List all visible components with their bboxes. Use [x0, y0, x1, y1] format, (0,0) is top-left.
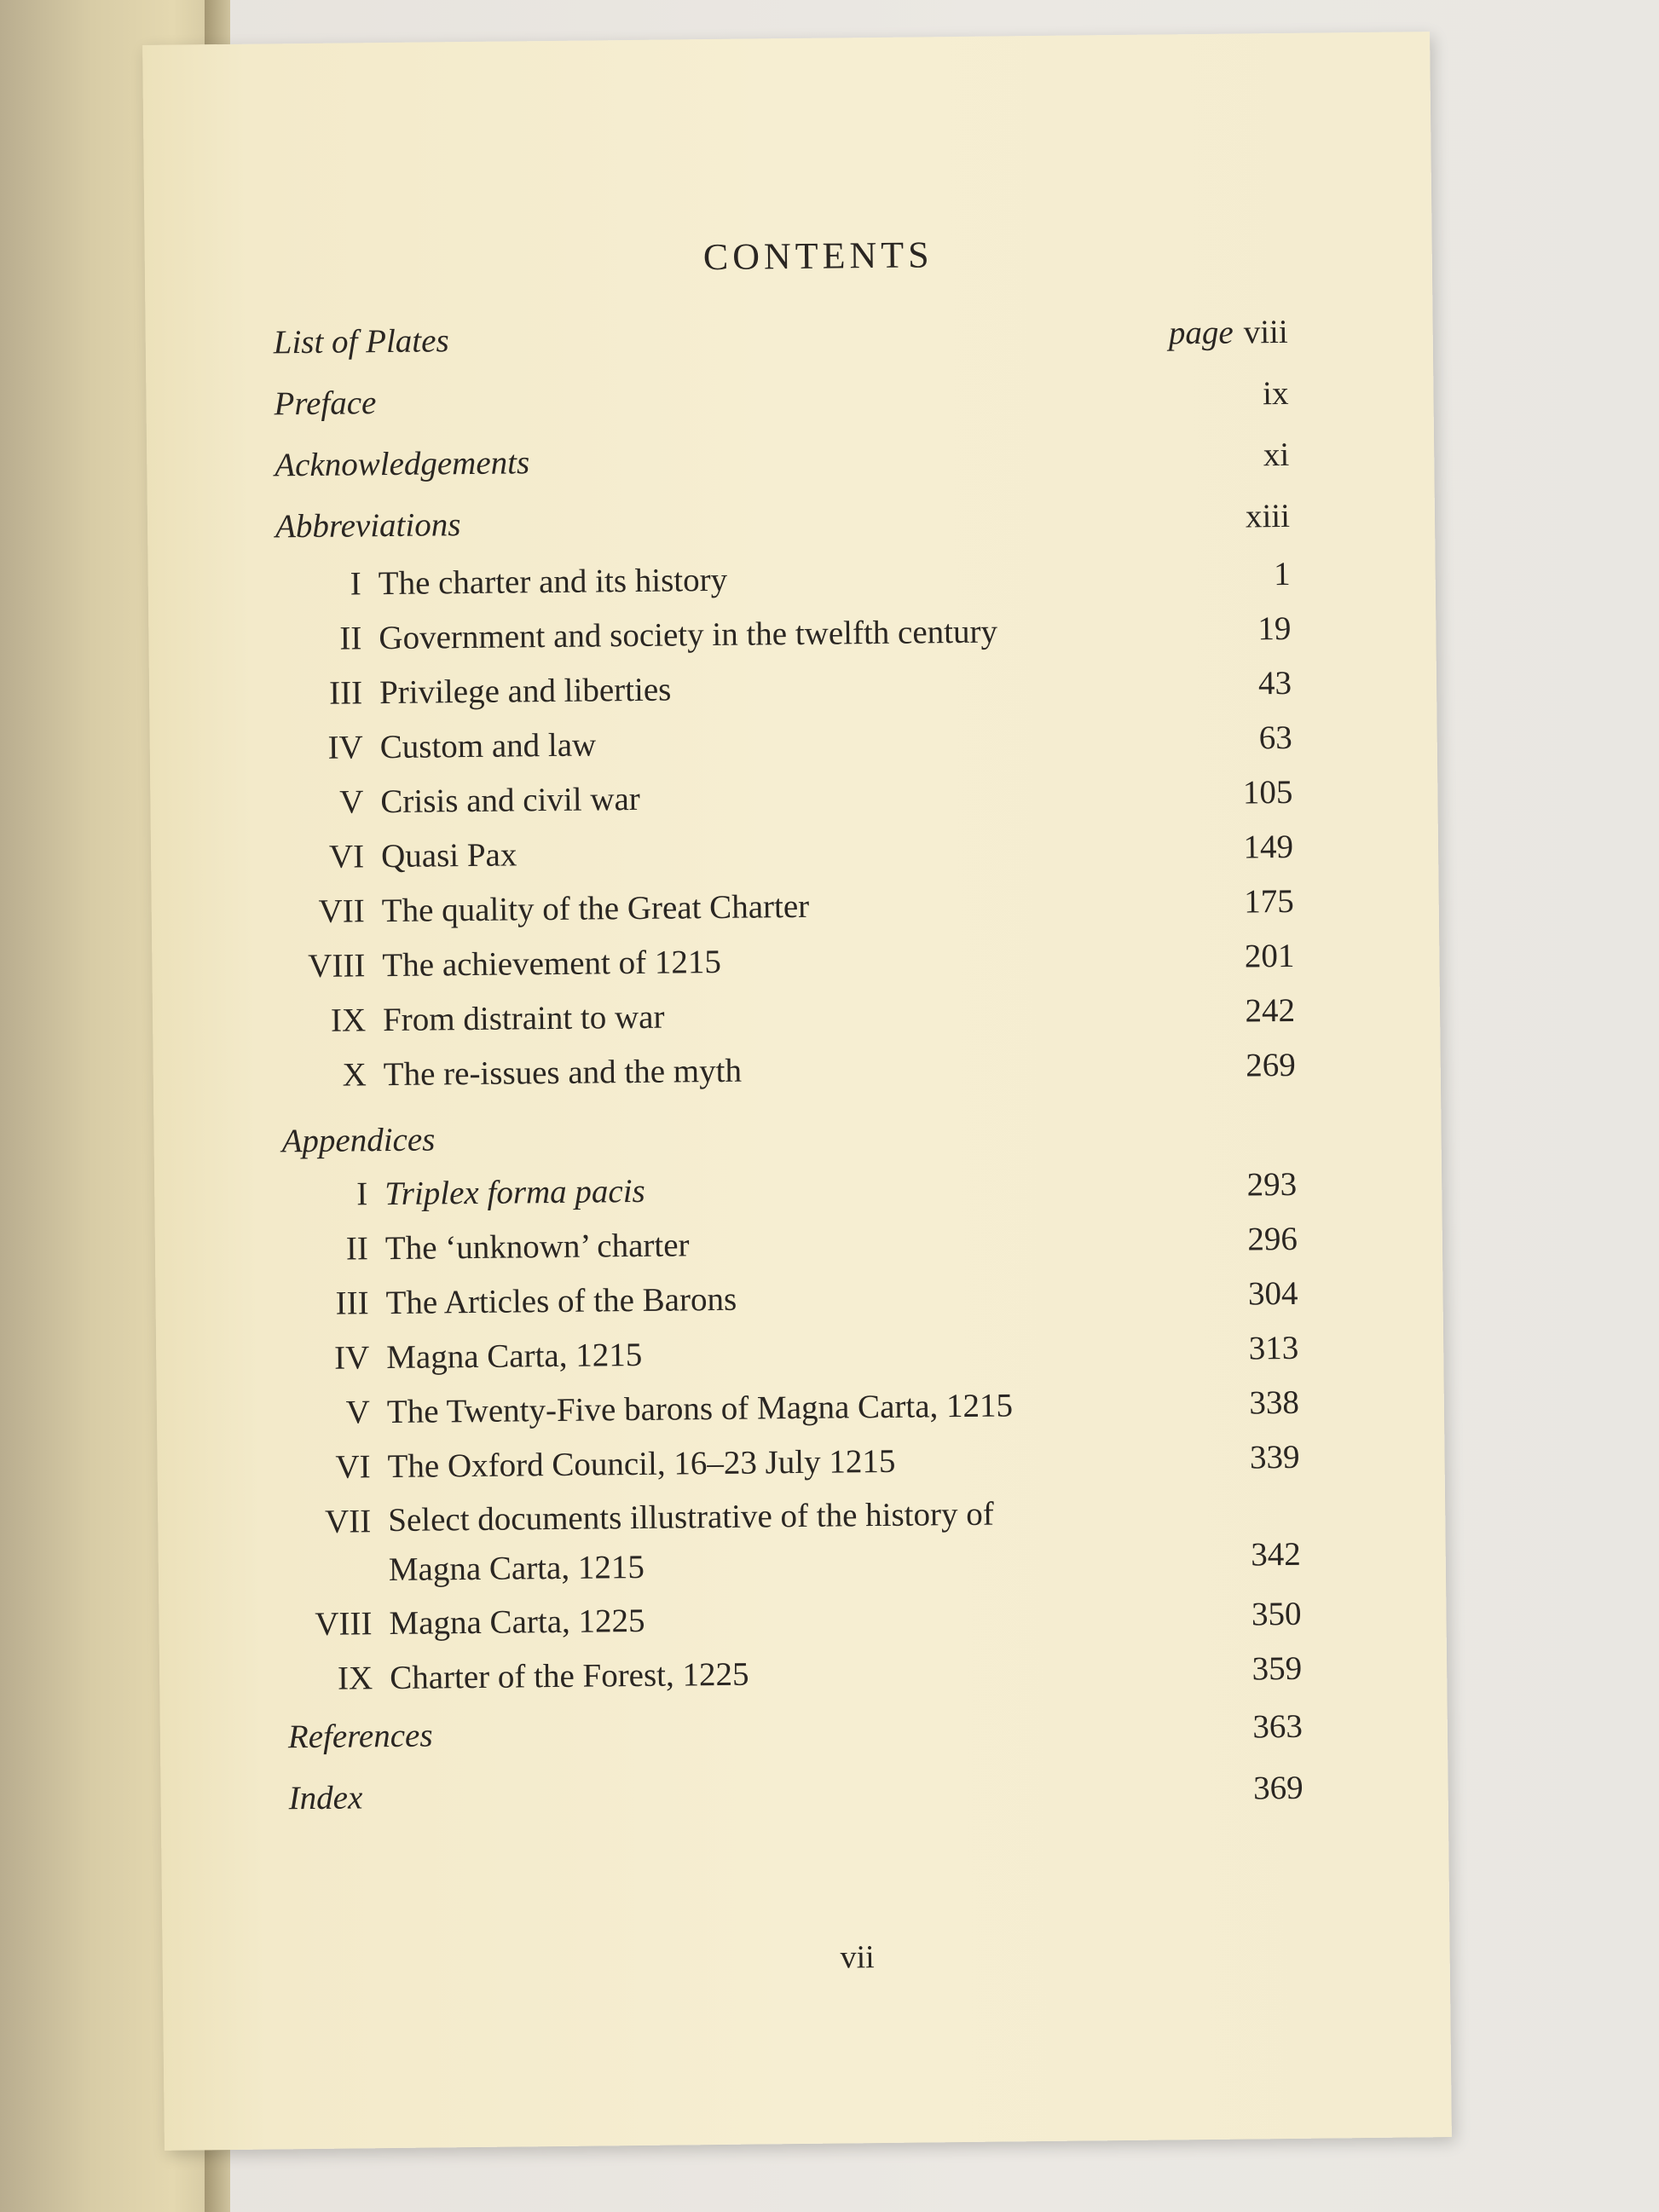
appendix-title: The Twenty-Five barons of Magna Carta, 1215: [386, 1387, 1014, 1431]
appendix-page: 359: [1251, 1649, 1303, 1688]
appendix-number: II: [345, 1230, 369, 1268]
appendix-title-line-1: Select documents illustrative of the history of: [388, 1495, 994, 1539]
entry-label: Index: [288, 1779, 363, 1817]
chapter-number: IV: [327, 729, 363, 766]
appendix-page: 293: [1246, 1165, 1298, 1204]
entry-label: Abbreviations: [275, 506, 461, 546]
entry-page-number: xiii: [1245, 497, 1291, 535]
appendix-number: VIII: [315, 1605, 373, 1643]
chapter-page: 43: [1257, 664, 1292, 702]
appendix-title: Charter of the Forest, 1225: [389, 1655, 749, 1697]
appendix-title: The Oxford Council, 16–23 July 1215: [387, 1442, 896, 1486]
appendix-title: [388, 1490, 995, 1595]
chapter-number: III: [328, 674, 363, 712]
chapter-title: Custom and law: [379, 726, 597, 766]
chapter-number: X: [342, 1056, 367, 1094]
toc-entry-index: [280, 1757, 1338, 1829]
chapter-number: V: [339, 783, 364, 821]
chapter-page: 175: [1243, 882, 1294, 921]
appendix-number: III: [335, 1285, 369, 1322]
toc-appendix: [277, 1484, 1335, 1597]
entry-page-number: viii: [1243, 313, 1288, 351]
toc-chapter: [272, 1037, 1330, 1103]
chapter-title: The achievement of 1215: [382, 943, 722, 985]
appendix-page: 339: [1249, 1438, 1300, 1476]
appendix-page: 342: [1251, 1535, 1301, 1574]
chapter-title: The charter and its history: [378, 561, 728, 603]
appendix-title: The ‘unknown’ charter: [384, 1227, 690, 1268]
appendix-number: IX: [337, 1660, 373, 1697]
appendices-heading: Appendices: [281, 1121, 436, 1160]
entry-label: Preface: [274, 384, 377, 423]
page-number: vii: [840, 1939, 875, 1976]
appendix-number: IV: [333, 1339, 370, 1377]
appendix-title: Triplex forma pacis: [384, 1172, 645, 1213]
entry-page-number: 363: [1252, 1707, 1304, 1746]
entry-label: References: [287, 1717, 433, 1756]
chapter-page: 1: [1273, 555, 1291, 593]
chapter-number: I: [350, 565, 361, 603]
entry-page-number: ix: [1262, 374, 1289, 413]
toc-entry-references: [280, 1695, 1338, 1768]
page-title: CONTENTS: [702, 234, 934, 279]
appendix-page: 296: [1247, 1220, 1298, 1258]
contents-block: [264, 229, 1338, 1830]
chapter-title: Privilege and liberties: [379, 671, 672, 712]
appendix-page: 338: [1249, 1383, 1300, 1422]
toc-entry-acknowledgements: [266, 424, 1324, 496]
chapter-number: VIII: [308, 947, 366, 985]
chapter-title: From distraint to war: [382, 998, 665, 1039]
appendix-page: 304: [1247, 1274, 1298, 1313]
chapter-title: The re-issues and the myth: [383, 1052, 743, 1094]
entry-page: [1169, 302, 1289, 364]
page-prefix: page: [1168, 314, 1234, 352]
appendix-title: The Articles of the Barons: [385, 1280, 737, 1322]
chapter-page: 242: [1245, 991, 1296, 1030]
toc-entry-preface: [265, 363, 1323, 436]
chapter-number: VII: [318, 892, 365, 930]
chapter-number: IX: [330, 1002, 367, 1039]
appendix-number: I: [356, 1175, 368, 1213]
toc-entry-abbreviations: [267, 485, 1325, 557]
chapter-page: 149: [1243, 828, 1294, 866]
chapter-title: Quasi Pax: [380, 836, 517, 875]
chapter-page: 105: [1242, 773, 1293, 811]
entry-label: Acknowledgements: [275, 444, 530, 484]
entry-label: List of Plates: [273, 322, 449, 361]
chapter-title: Government and society in the twelfth century: [379, 613, 998, 657]
toc-entry-list-of-plates: [264, 302, 1322, 374]
appendix-number: VI: [335, 1448, 371, 1486]
contents-page: [142, 32, 1452, 2151]
appendix-number: VII: [324, 1503, 372, 1540]
appendix-number: V: [345, 1394, 371, 1431]
appendix-page: 350: [1251, 1595, 1302, 1633]
chapter-page: 19: [1257, 609, 1292, 648]
entry-page-number: 369: [1252, 1769, 1304, 1807]
chapter-page: 63: [1258, 719, 1292, 757]
chapter-number: VI: [328, 838, 365, 875]
appendix-page: 313: [1248, 1329, 1299, 1367]
chapter-title: The quality of the Great Charter: [381, 887, 810, 930]
chapter-number: II: [339, 620, 362, 657]
appendix-title: Magna Carta, 1225: [389, 1602, 645, 1643]
appendix-title: Magna Carta, 1215: [386, 1336, 643, 1377]
appendix-title-line-2: Magna Carta, 1215: [388, 1548, 645, 1589]
chapter-title: Crisis and civil war: [380, 780, 641, 821]
chapter-page: 269: [1245, 1046, 1296, 1084]
entry-page-number: xi: [1263, 436, 1290, 474]
chapter-page: 201: [1244, 937, 1295, 975]
